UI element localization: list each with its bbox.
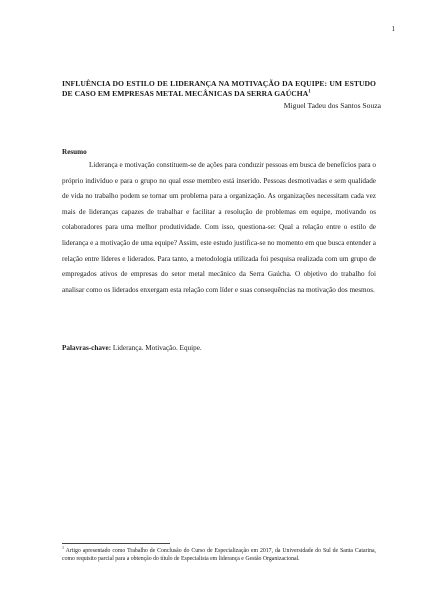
footnote-separator [62,543,170,544]
abstract-heading: Resumo [62,148,87,156]
keywords-label: Palavras-chave: [62,344,112,352]
keywords-line [62,344,376,352]
page-number: 1 [391,25,395,33]
paper-title [62,79,376,99]
footnote [62,547,376,563]
paper-title-text: INFLUÊNCIA DO ESTILO DE LIDERANÇA NA MOTIVAÇÃO DA EQUIPE: UM ESTUDO DE CASO EM EMPRESAS METAL MECÂNICAS DA SERRA GAÚCHA [62,79,376,98]
keywords-value: Liderança. Motivação. Equipe. [112,344,202,352]
footnote-mark: 1 [62,545,64,551]
abstract-body: Liderança e motivação constituem-se de ações para conduzir pessoas em busca de benefícios para o próprio indivíduo e para o grupo no qual esse membro está inserido. Pessoas desmotivadas e sem qualidade de vida no trabalho podem se tornar um problema para a organização. As organizações necessitam cada vez mais de lideranças capazes de trabalhar e facilitar a resolução de problemas em equipe, motivando os colaboradores para uma melhor produtividade. Com isso, questiona-se: Qual a relação entre o estilo de liderança e a motivação de uma equipe? Assim, este estudo justifica-se no momento em que busca entender a relação entre líderes e liderados. Para tanto, a metodologia utilizada foi pesquisa realizada com um grupo de empregados ativos de empresas do setor metal mecânico da Serra Gaúcha. O objetivo do trabalho foi analisar como os liderados enxergam esta relação com líder e suas consequências na motivação dos mesmos. [62,161,376,294]
title-footnote-mark: 1 [308,89,311,95]
author-name: Miguel Tadeu dos Santos Souza [283,101,381,110]
footnote-text: Artigo apresentado como Trabalho de Conclusão do Curso de Especialização em 2017, da Universidade do Sul de Santa Catarina, como requisito parcial para a obtenção do título de Especialista em liderança e Gestão Organizacional. [62,548,376,562]
